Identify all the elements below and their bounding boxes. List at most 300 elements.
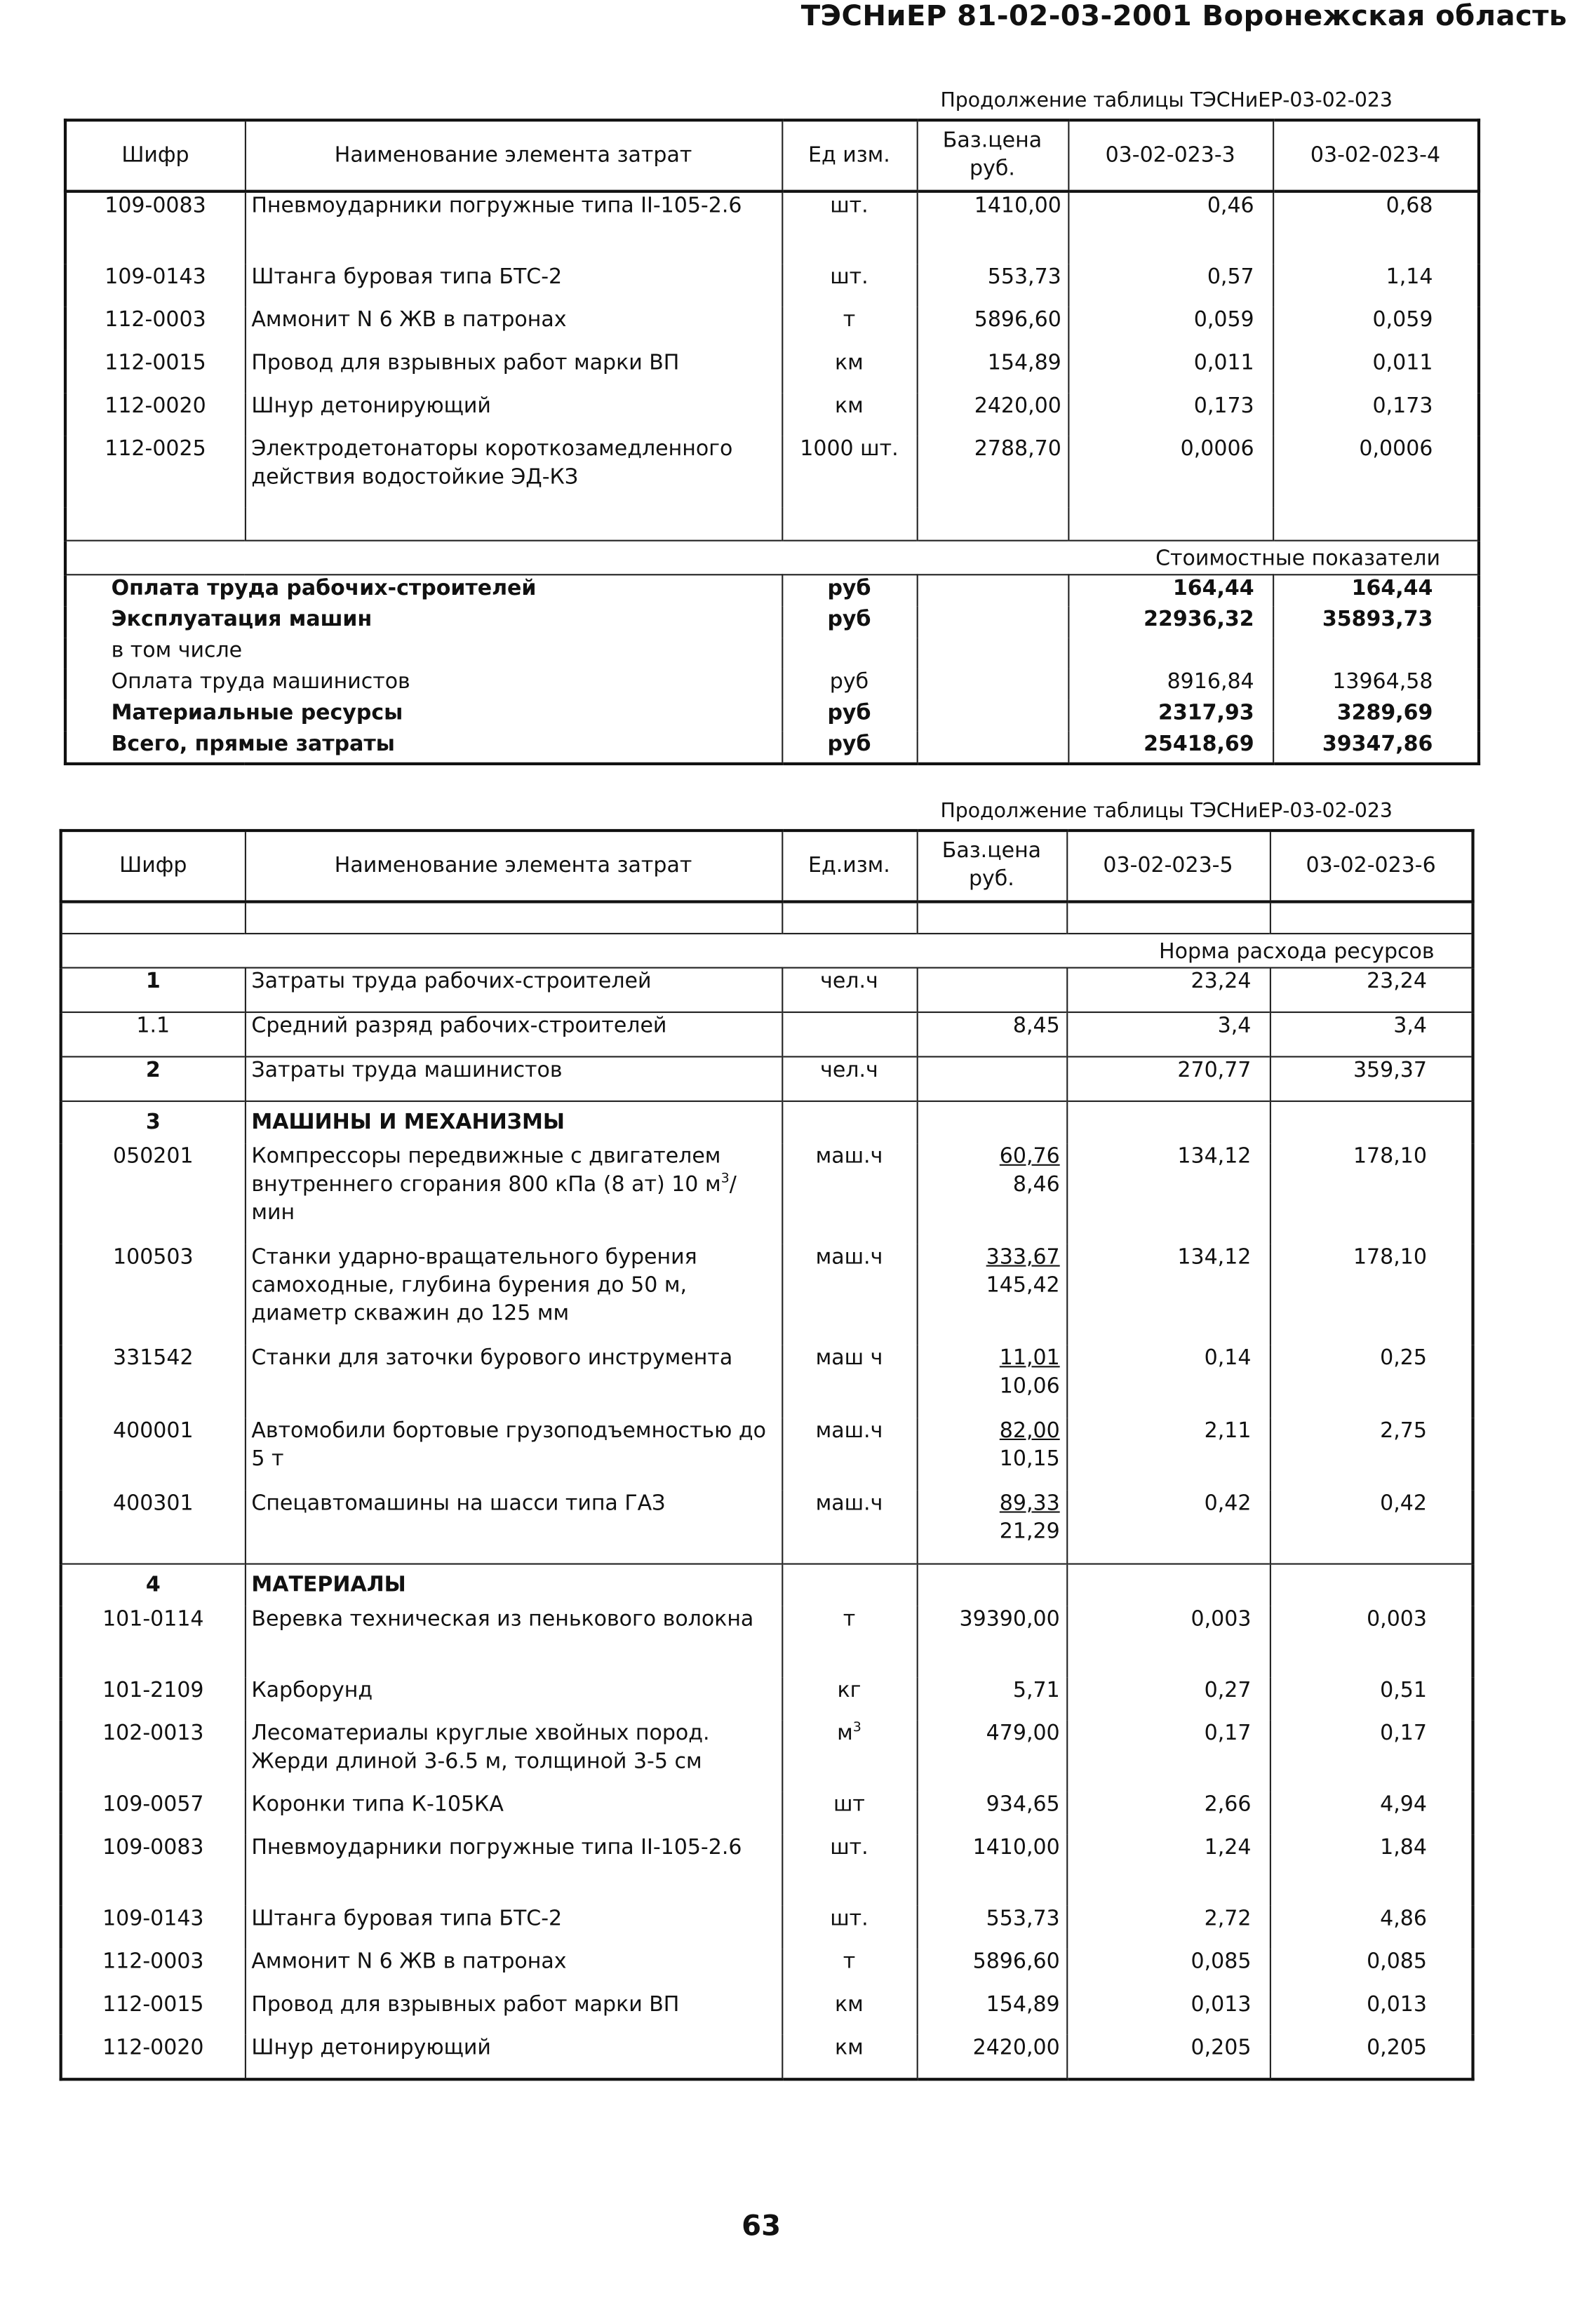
cell-name bbox=[245, 2035, 782, 2079]
spacer-cell bbox=[1270, 902, 1473, 934]
cell-name bbox=[245, 1677, 782, 1720]
spacer-cell bbox=[61, 902, 245, 934]
cell-price-value: 333,67 bbox=[986, 1246, 1060, 1270]
cell-value-1: 0,003 bbox=[1066, 1606, 1270, 1677]
cost-row bbox=[65, 638, 1479, 668]
cell-unit bbox=[782, 1834, 916, 1905]
cost-empty bbox=[917, 638, 1068, 668]
cell-name bbox=[245, 436, 782, 507]
cell-value-2: 4,94 bbox=[1270, 1792, 1473, 1834]
cell-name-text: Штанга буровая типа БТС-2 bbox=[251, 1907, 563, 1931]
cell-name-text: Спецавтомашины на шасси типа ГАЗ bbox=[251, 1491, 666, 1516]
cell-name-text: Шнур детонирующий bbox=[251, 2036, 491, 2060]
cell-code: 112-0020 bbox=[65, 393, 245, 436]
cost-unit: руб bbox=[782, 574, 916, 606]
header-price-line2: руб. bbox=[968, 867, 1014, 892]
cell-price bbox=[917, 1677, 1067, 1720]
cell-code: 109-0057 bbox=[61, 1792, 245, 1834]
cell-name bbox=[245, 1792, 782, 1834]
cost-empty bbox=[917, 731, 1068, 764]
cell-value-2: 0,013 bbox=[1270, 1992, 1473, 2035]
cell-code: 102-0013 bbox=[61, 1721, 245, 1792]
cell-name-text: Лесоматериалы круглые хвойных пород. Жерди длиной 3-6.5 м, толщиной 3-5 см bbox=[251, 1721, 710, 1774]
header-col2: 03-02-023-4 bbox=[1273, 120, 1479, 191]
cell-unit-text: шт bbox=[833, 1793, 865, 1817]
cell-price-value: 82,00 bbox=[999, 1419, 1060, 1444]
cell-price-value: 89,33 bbox=[999, 1491, 1060, 1516]
cell-unit bbox=[782, 1012, 916, 1056]
cell-name-text: Затраты труда машинистов bbox=[251, 1058, 563, 1083]
cell-value-1: 0,14 bbox=[1066, 1345, 1270, 1418]
cell-price bbox=[917, 350, 1068, 393]
table-row bbox=[61, 1606, 1473, 1677]
cell-unit-sup: 3 bbox=[852, 1721, 861, 1736]
cell-code: 1 bbox=[61, 968, 245, 1012]
cell-price bbox=[917, 1949, 1067, 1991]
cell-value-1: 0,42 bbox=[1066, 1491, 1270, 1564]
cell-value-1: 0,17 bbox=[1066, 1721, 1270, 1792]
cell-value-2: 359,37 bbox=[1270, 1056, 1473, 1101]
cell-name bbox=[245, 393, 782, 436]
cell-unit-text: маш.ч bbox=[815, 1246, 883, 1270]
cell-code: 109-0083 bbox=[61, 1834, 245, 1905]
cell-unit bbox=[782, 1949, 916, 1991]
table-row bbox=[61, 1012, 1473, 1056]
cell-code: 400001 bbox=[61, 1418, 245, 1491]
header-price bbox=[917, 120, 1068, 191]
cell-price-value: 60,76 bbox=[999, 1145, 1060, 1169]
header-price-line1: Баз.цена bbox=[941, 839, 1042, 863]
cell-value-2: 1,84 bbox=[1270, 1834, 1473, 1905]
cell-value-1: 0,57 bbox=[1068, 264, 1273, 307]
cell-name bbox=[245, 264, 782, 307]
cost-empty bbox=[917, 669, 1068, 700]
cell-value-1: 0,46 bbox=[1068, 191, 1273, 264]
cost-empty bbox=[917, 700, 1068, 731]
cell-code: 1.1 bbox=[61, 1012, 245, 1056]
norm-label-row bbox=[61, 934, 1473, 968]
cell-name bbox=[245, 1906, 782, 1949]
cell-value-2: 0,25 bbox=[1270, 1345, 1473, 1418]
cell-name bbox=[245, 1056, 782, 1101]
section-empty bbox=[782, 1101, 916, 1143]
cost-unit bbox=[782, 638, 916, 668]
cost-unit: руб bbox=[782, 669, 916, 700]
cell-unit-text: маш.ч bbox=[815, 1491, 883, 1516]
cell-name-text: Компрессоры передвижные с двигателем внутреннего сгорания 800 кПа (8 ат) 10 bbox=[251, 1145, 721, 1197]
cell-unit-text: т bbox=[843, 1950, 856, 1975]
cost-empty bbox=[917, 607, 1068, 638]
cost-value-1: 25418,69 bbox=[1068, 731, 1273, 764]
cost-label-row-cell: Стоимостные показатели bbox=[65, 541, 1479, 575]
cell-price bbox=[917, 1721, 1067, 1792]
table-row bbox=[61, 1056, 1473, 1101]
cell-value-1: 23,24 bbox=[1066, 968, 1270, 1012]
cell-unit bbox=[782, 1491, 916, 1564]
cell-unit bbox=[782, 1345, 916, 1418]
cost-row bbox=[65, 700, 1479, 731]
cell-price-value: 8,45 bbox=[1012, 1014, 1060, 1039]
cell-value-1: 2,66 bbox=[1066, 1792, 1270, 1834]
cost-empty bbox=[917, 574, 1068, 606]
cell-price-value: 2420,00 bbox=[974, 394, 1061, 419]
cell-name bbox=[245, 1345, 782, 1418]
header-name: Наименование элемента затрат bbox=[245, 831, 782, 901]
cell-name bbox=[245, 307, 782, 350]
cell-unit-text: шт. bbox=[830, 265, 869, 290]
cost-row bbox=[65, 574, 1479, 606]
section-code: 3 bbox=[61, 1101, 245, 1143]
cell-unit-text: шт. bbox=[830, 1907, 869, 1931]
table-row bbox=[61, 1721, 1473, 1792]
cost-value-1: 8916,84 bbox=[1068, 669, 1273, 700]
cell-code: 400301 bbox=[61, 1491, 245, 1564]
table-row bbox=[65, 350, 1479, 393]
header-col1: 03-02-023-5 bbox=[1066, 831, 1270, 901]
cost-value-2: 35893,73 bbox=[1273, 607, 1479, 638]
cell-unit-text: маш ч bbox=[815, 1346, 883, 1371]
cell-value-1: 0,011 bbox=[1068, 350, 1273, 393]
cell-name-text: Штанга буровая типа БТС-2 bbox=[251, 265, 563, 290]
cell-name bbox=[245, 1721, 782, 1792]
document-title: ТЭСНиЕР 81-02-03-2001 Воронежская область bbox=[800, 0, 1567, 33]
table-row bbox=[61, 1677, 1473, 1720]
cell-code: 109-0143 bbox=[61, 1906, 245, 1949]
cost-value-2: 13964,58 bbox=[1273, 669, 1479, 700]
cell-unit bbox=[782, 1792, 916, 1834]
cell-unit-text: чел.ч bbox=[820, 1058, 878, 1083]
table-header-row bbox=[65, 120, 1479, 191]
spacer-cell bbox=[917, 507, 1068, 541]
cell-unit-text: т bbox=[843, 1607, 856, 1632]
cell-name bbox=[245, 1143, 782, 1244]
table-row bbox=[65, 393, 1479, 436]
cell-name bbox=[245, 1949, 782, 1991]
cell-name-text: Провод для взрывных работ марки ВП bbox=[251, 1993, 680, 2017]
cell-unit bbox=[782, 968, 916, 1012]
header-unit: Ед изм. bbox=[782, 120, 916, 191]
cell-unit bbox=[782, 1143, 916, 1244]
cell-name-text: Аммонит N 6 ЖВ в патронах bbox=[251, 1950, 567, 1975]
cost-row bbox=[65, 669, 1479, 700]
section-empty bbox=[1066, 1564, 1270, 1606]
cost-value-2: 39347,86 bbox=[1273, 731, 1479, 764]
cell-price bbox=[917, 436, 1068, 507]
header-col2: 03-02-023-6 bbox=[1270, 831, 1473, 901]
cell-price bbox=[917, 1906, 1067, 1949]
header-price-line1: Баз.цена bbox=[942, 128, 1042, 153]
table-header-row bbox=[61, 831, 1473, 901]
table2-continuation-label: Продолжение таблицы ТЭСНиЕР-03-02-023 bbox=[940, 800, 1393, 824]
cell-price-value: 11,01 bbox=[999, 1346, 1060, 1371]
cell-value-2: 0,011 bbox=[1273, 350, 1479, 393]
cost-name: Материальные ресурсы bbox=[65, 700, 782, 731]
cost-value-1: 22936,32 bbox=[1068, 607, 1273, 638]
cell-name bbox=[245, 1491, 782, 1564]
cost-unit: руб bbox=[782, 607, 916, 638]
cell-value-1: 3,4 bbox=[1066, 1012, 1270, 1056]
cell-price bbox=[917, 1792, 1067, 1834]
cell-value-1: 134,12 bbox=[1066, 1143, 1270, 1244]
table-row bbox=[61, 1143, 1473, 1244]
cost-label-row bbox=[65, 541, 1479, 575]
cell-unit-text: маш.ч bbox=[815, 1145, 883, 1169]
header-code: Шифр bbox=[65, 120, 245, 191]
cell-price bbox=[917, 1992, 1067, 2035]
cell-price-value: 5,71 bbox=[1012, 1679, 1060, 1703]
cell-unit bbox=[782, 1056, 916, 1101]
cost-row bbox=[65, 731, 1479, 764]
cell-unit bbox=[782, 264, 916, 307]
section-empty bbox=[1066, 1101, 1270, 1143]
cell-value-1: 134,12 bbox=[1066, 1244, 1270, 1345]
cell-code: 112-0020 bbox=[61, 2035, 245, 2079]
cell-price bbox=[917, 393, 1068, 436]
cell-value-1: 2,11 bbox=[1066, 1418, 1270, 1491]
cost-value-1 bbox=[1068, 638, 1273, 668]
section-empty bbox=[782, 1564, 916, 1606]
cell-value-2: 0,51 bbox=[1270, 1677, 1473, 1720]
table-row bbox=[61, 1834, 1473, 1905]
cell-unit-text: шт. bbox=[830, 1836, 869, 1860]
cell-unit-text: м bbox=[837, 1721, 853, 1746]
cost-value-1: 164,44 bbox=[1068, 574, 1273, 606]
cell-code: 331542 bbox=[61, 1345, 245, 1418]
cell-unit-text: 1000 шт. bbox=[800, 437, 899, 462]
cost-value-1: 2317,93 bbox=[1068, 700, 1273, 731]
cell-name-unit: м bbox=[704, 1173, 721, 1197]
cell-price bbox=[917, 264, 1068, 307]
cell-value-2: 0,42 bbox=[1270, 1491, 1473, 1564]
page-number: 63 bbox=[742, 2210, 782, 2243]
cell-price-value: 934,65 bbox=[986, 1793, 1060, 1817]
header-name: Наименование элемента затрат bbox=[245, 120, 782, 191]
cell-name bbox=[245, 191, 782, 264]
cell-unit bbox=[782, 436, 916, 507]
cost-name: Эксплуатация машин bbox=[65, 607, 782, 638]
cell-name-text: Станки ударно-вращательного бурения самоходные, глубина бурения до 50 м, диаметр скважин до 125 мм bbox=[251, 1246, 697, 1326]
cell-unit-text: маш.ч bbox=[815, 1419, 883, 1444]
table-row bbox=[61, 1244, 1473, 1345]
cell-value-2: 0,059 bbox=[1273, 307, 1479, 350]
spacer-cell bbox=[917, 902, 1067, 934]
header-col1: 03-02-023-3 bbox=[1068, 120, 1273, 191]
section-code: 4 bbox=[61, 1564, 245, 1606]
cell-price-value: 553,73 bbox=[986, 1907, 1060, 1931]
cell-value-1: 2,72 bbox=[1066, 1906, 1270, 1949]
resource-table-1 bbox=[64, 119, 1480, 765]
table-row bbox=[65, 436, 1479, 507]
cell-price-machinist: 145,42 bbox=[986, 1274, 1060, 1298]
spacer-cell bbox=[1068, 507, 1273, 541]
cell-value-2: 0,205 bbox=[1270, 2035, 1473, 2079]
cell-price-value: 2788,70 bbox=[974, 437, 1061, 462]
spacer-cell bbox=[65, 507, 245, 541]
cell-value-2: 0,0006 bbox=[1273, 436, 1479, 507]
cell-name-text: Средний разряд рабочих-строителей bbox=[251, 1014, 667, 1039]
cell-name-sup: 3 bbox=[720, 1171, 730, 1188]
table-row bbox=[61, 1992, 1473, 2035]
cell-code: 050201 bbox=[61, 1143, 245, 1244]
cell-name-text: Станки для заточки бурового инструмента bbox=[251, 1346, 733, 1371]
cell-value-1: 0,173 bbox=[1068, 393, 1273, 436]
cell-value-2: 23,24 bbox=[1270, 968, 1473, 1012]
spacer-cell bbox=[782, 507, 916, 541]
cell-price bbox=[917, 2035, 1067, 2079]
header-price bbox=[917, 831, 1067, 901]
spacer-cell bbox=[1066, 902, 1270, 934]
cost-name: Оплата труда рабочих-строителей bbox=[65, 574, 782, 606]
table-row bbox=[61, 1345, 1473, 1418]
cell-name-text: Затраты труда рабочих-строителей bbox=[251, 969, 652, 994]
norm-label-row-cell: Норма расхода ресурсов bbox=[61, 934, 1473, 968]
cell-value-2: 0,173 bbox=[1273, 393, 1479, 436]
cell-name-text: Шнур детонирующий bbox=[251, 394, 491, 419]
cell-name bbox=[245, 1012, 782, 1056]
spacer-cell bbox=[245, 507, 782, 541]
header-unit: Ед.изм. bbox=[782, 831, 916, 901]
cell-price-machinist: 10,06 bbox=[999, 1374, 1060, 1399]
cost-unit: руб bbox=[782, 731, 916, 764]
table-row bbox=[65, 191, 1479, 264]
cost-row bbox=[65, 607, 1479, 638]
table-row bbox=[65, 264, 1479, 307]
cell-name-text: Аммонит N 6 ЖВ в патронах bbox=[251, 308, 567, 332]
spacer-cell bbox=[245, 902, 782, 934]
cell-price-value: 154,89 bbox=[987, 351, 1061, 375]
cell-price bbox=[917, 307, 1068, 350]
table-row bbox=[61, 968, 1473, 1012]
cell-code: 109-0083 bbox=[65, 191, 245, 264]
cost-value-2: 164,44 bbox=[1273, 574, 1479, 606]
spacer-row bbox=[65, 507, 1479, 541]
cell-name-text: Пневмоударники погружные типа II-105-2.6 bbox=[251, 194, 742, 218]
cell-value-1: 0,205 bbox=[1066, 2035, 1270, 2079]
cell-price-value: 39390,00 bbox=[959, 1607, 1060, 1632]
cell-name-text: Пневмоударники погружные типа II-105-2.6 bbox=[251, 1836, 742, 1860]
cell-unit bbox=[782, 1721, 916, 1792]
cell-price bbox=[917, 1143, 1067, 1244]
section-empty bbox=[1270, 1564, 1473, 1606]
cell-unit bbox=[782, 393, 916, 436]
cell-code: 112-0003 bbox=[65, 307, 245, 350]
cell-price bbox=[917, 1606, 1067, 1677]
cell-name-text: Карборунд bbox=[251, 1679, 373, 1703]
spacer-row bbox=[61, 902, 1473, 934]
cost-unit: руб bbox=[782, 700, 916, 731]
cell-code: 112-0015 bbox=[61, 1992, 245, 2035]
cell-name bbox=[245, 968, 782, 1012]
cell-value-2: 2,75 bbox=[1270, 1418, 1473, 1491]
cell-code: 112-0015 bbox=[65, 350, 245, 393]
cell-value-2: 4,86 bbox=[1270, 1906, 1473, 1949]
cell-code: 2 bbox=[61, 1056, 245, 1101]
cell-unit bbox=[782, 191, 916, 264]
table1-continuation-label: Продолжение таблицы ТЭСНиЕР-03-02-023 bbox=[940, 90, 1393, 113]
cell-value-2: 178,10 bbox=[1270, 1143, 1473, 1244]
cell-value-2: 3,4 bbox=[1270, 1012, 1473, 1056]
section-empty bbox=[1270, 1101, 1473, 1143]
cell-unit bbox=[782, 307, 916, 350]
cell-value-2: 1,14 bbox=[1273, 264, 1479, 307]
table-row bbox=[61, 1906, 1473, 1949]
cell-price bbox=[917, 191, 1068, 264]
cell-name-text: Автомобили бортовые грузоподъемностью до 5 т bbox=[251, 1419, 767, 1472]
cell-price bbox=[917, 1418, 1067, 1491]
cell-price-value: 5896,60 bbox=[972, 1950, 1060, 1975]
cell-unit-text: шт. bbox=[830, 194, 869, 218]
table-row bbox=[61, 1792, 1473, 1834]
cost-name: Оплата труда машинистов bbox=[65, 669, 782, 700]
cell-price bbox=[917, 1012, 1067, 1056]
cell-unit bbox=[782, 1418, 916, 1491]
cell-price-value: 479,00 bbox=[986, 1721, 1060, 1746]
cell-value-2: 0,68 bbox=[1273, 191, 1479, 264]
cell-unit bbox=[782, 1906, 916, 1949]
cell-name bbox=[245, 1992, 782, 2035]
cost-value-2: 3289,69 bbox=[1273, 700, 1479, 731]
cell-value-1: 0,085 bbox=[1066, 1949, 1270, 1991]
cell-code: 112-0003 bbox=[61, 1949, 245, 1991]
cell-unit bbox=[782, 1992, 916, 2035]
cell-value-1: 1,24 bbox=[1066, 1834, 1270, 1905]
cell-price bbox=[917, 1056, 1067, 1101]
cell-unit-text: км bbox=[835, 1993, 864, 2017]
cell-unit-text: кг bbox=[837, 1679, 861, 1703]
cell-unit-text: км bbox=[835, 351, 864, 375]
cell-code: 101-0114 bbox=[61, 1606, 245, 1677]
section-name: МАТЕРИАЛЫ bbox=[245, 1564, 782, 1606]
cell-name-text: Провод для взрывных работ марки ВП bbox=[251, 351, 680, 375]
cell-name-tail: /мин bbox=[251, 1173, 737, 1225]
cell-price bbox=[917, 968, 1067, 1012]
cell-code: 100503 bbox=[61, 1244, 245, 1345]
section-row bbox=[61, 1564, 1473, 1606]
table-row bbox=[65, 307, 1479, 350]
cell-unit bbox=[782, 2035, 916, 2079]
header-price-line2: руб. bbox=[970, 157, 1015, 181]
table-row bbox=[61, 1949, 1473, 1991]
cell-price-value: 1410,00 bbox=[974, 194, 1061, 218]
cell-value-1: 0,059 bbox=[1068, 307, 1273, 350]
cell-code: 112-0025 bbox=[65, 436, 245, 507]
cell-unit bbox=[782, 1244, 916, 1345]
cell-unit-text: км bbox=[835, 2036, 864, 2060]
cell-price bbox=[917, 1345, 1067, 1418]
cell-name bbox=[245, 1244, 782, 1345]
cell-unit-text: чел.ч bbox=[820, 969, 878, 994]
cell-name bbox=[245, 350, 782, 393]
cell-unit bbox=[782, 1606, 916, 1677]
cell-value-1: 0,0006 bbox=[1068, 436, 1273, 507]
cell-price-value: 2420,00 bbox=[972, 2036, 1060, 2060]
cell-value-1: 0,27 bbox=[1066, 1677, 1270, 1720]
section-row bbox=[61, 1101, 1473, 1143]
cell-value-2: 0,17 bbox=[1270, 1721, 1473, 1792]
cost-name: Всего, прямые затраты bbox=[65, 731, 782, 764]
cell-unit bbox=[782, 350, 916, 393]
cell-price-value: 1410,00 bbox=[972, 1836, 1060, 1860]
cost-value-2 bbox=[1273, 638, 1479, 668]
cell-price-machinist: 8,46 bbox=[1012, 1173, 1060, 1197]
cell-name bbox=[245, 1834, 782, 1905]
cell-price bbox=[917, 1491, 1067, 1564]
cell-value-1: 0,013 bbox=[1066, 1992, 1270, 2035]
cell-name-text: Веревка техническая из пенькового волокна bbox=[251, 1607, 754, 1632]
cell-price-machinist: 21,29 bbox=[999, 1520, 1060, 1544]
resource-table-2 bbox=[60, 829, 1475, 2081]
cell-name bbox=[245, 1606, 782, 1677]
